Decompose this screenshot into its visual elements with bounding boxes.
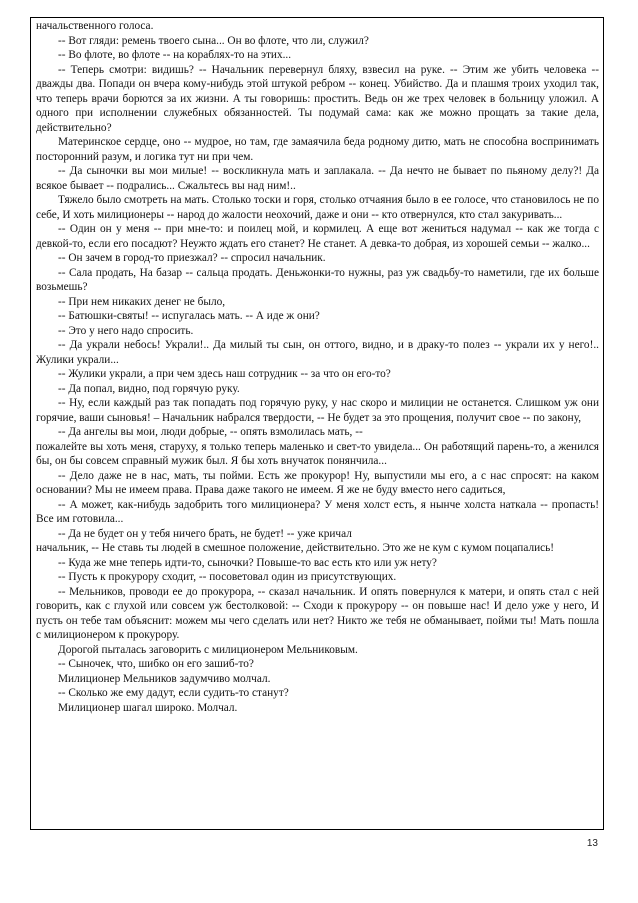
paragraph: -- Он зачем в город-то приезжал? -- спросил начальник.	[58, 252, 326, 264]
paragraph: -- Пусть к прокурору сходит, -- посоветовал один из присутствующих.	[58, 571, 397, 583]
paragraph: Тяжело было смотреть на мать. Столько тоски и горя, столько отчаяния было в ее голосе, что становилось не по себе, И хоть милиционеры -- народ до жалости неохочий, даже и они -- кто отвернулся, кто стал закуривать...	[36, 194, 599, 221]
paragraph: -- Вот гляди: ремень твоего сына... Он во флоте, что ли, служил?	[58, 34, 369, 47]
paragraph: -- Да не будет он у тебя ничего брать, не будет! -- уже кричал	[58, 527, 352, 540]
page-number: 13	[586, 838, 598, 849]
paragraph: -- Теперь смотри: видишь? -- Начальник перевернул бляху, взвесил на руке. -- Этим же убить человека -- дважды два. Попади он вчера кому-нибудь этой штукой ребром -- конец. Убийство. Да и плашмя троих уходил так, что теперь врачи борются за их жизни. А ты говоришь: простить. Ведь он же трех человек в больницу уложил. А одного при исполнении служебных обязанностей. Ты подумай сама: как же можно прощать за такие дела, действительно?	[36, 63, 599, 134]
paragraph: -- Куда же мне теперь идти-то, сыночки? Повыше-то вас есть кто или уж нету?	[58, 556, 437, 569]
paragraph: -- Сала продать, На базар -- сальца продать. Деньжонки-то нужны, раз уж свадьбу-то наметили, где их больше возьмешь?	[36, 266, 599, 293]
paragraph: -- Да украли небось! Украли!.. Да милый ты сын, он оттого, видно, и в драку-то полез -- украли их у него!.. Жулики украли...	[36, 339, 599, 366]
paragraph: -- Да попал, видно, под горячую руку.	[58, 382, 240, 395]
paragraph: начальственного голоса.	[36, 20, 154, 32]
paragraph: -- Сколько же ему дадут, если судить-то станут?	[58, 687, 289, 699]
paragraph: -- Ну, если каждый раз так попадать под горячую руку, у нас скоро и милиции не останется. Слишком уж они горячие, ваши сыновья! – Начальник набрался твердости, -- Не будет за это прощения, получит свое -- по закону,	[36, 397, 599, 424]
paragraph: -- А может, как-нибудь задобрить того милиционера? У меня холст есть, я нынче холста наткала -- пропасть! Все им готовила...	[36, 498, 599, 525]
paragraph: начальник, -- Не ставь ты людей в смешное положение, действительно. Это же не кум с кумом поцапались!	[36, 542, 555, 554]
paragraph: -- Да сыночки вы мои милые! -- воскликнула мать и заплакала. -- Да нечто не бывает по пьяному делу?! Да всякое бывает -- подрались... Сжальтесь вы над ним!..	[36, 165, 599, 192]
paragraph: -- При нем никаких денег не было,	[58, 295, 226, 308]
paragraph: Милиционер шагал широко. Молчал.	[58, 701, 238, 714]
paragraph: -- Жулики украли, а при чем здесь наш сотрудник -- за что он его-то?	[58, 368, 391, 380]
paragraph: -- Это у него надо спросить.	[58, 324, 194, 337]
paragraph: Милиционер Мельников задумчиво молчал.	[58, 672, 271, 685]
paragraph: пожалейте вы хоть меня, старуху, я только теперь маленько и свет-то увидела... Он работящий парень-то, а женился бы, он бы совсем справный мужик был. Я бы хоть внучаток понянчила...	[36, 440, 599, 467]
paragraph: -- Мельников, проводи ее до прокурора, -- сказал начальник. И опять повернулся к матери, и опять стал с ней говорить, как с глухой или совсем уж бестолковой: -- Сходи к прокурору -- он повыше нас! И дело уже у него, И пусть он тебе там объяснит: можем мы чего сделать или нет? Никто же тебя не обманывает, пойми ты! Мать пошла с милиционером к прокурору.	[36, 585, 599, 641]
paragraph: Материнское сердце, оно -- мудрое, но там, где замаячила беда родному дитю, мать не способна воспринимать посторонний разум, и логика тут ни при чем.	[36, 136, 599, 163]
paragraph: -- Во флоте, во флоте -- на кораблях-то на этих...	[58, 49, 292, 61]
paragraph: Дорогой пыталась заговорить с милиционером Мельниковым.	[58, 643, 358, 656]
document-body	[36, 19, 599, 715]
paragraph: -- Один он у меня -- при мне-то: и поилец мой, и кормилец. А еще вот жениться надумал -- как же тогда с девкой-то, если его посадют? Неужто ждать его станет? Не станет. А девка-то добрая, из хорошей семьи -- жалко...	[36, 223, 599, 250]
paragraph: -- Батюшки-святы! -- испугалась мать. -- А иде ж они?	[58, 310, 320, 322]
paragraph: -- Дело даже не в нас, мать, ты пойми. Есть же прокурор! Ну, выпустили мы его, а с нас спросят: на каком основании? Мы не имеем права. Права даже такого не имеем. Я же не буду вместо него садиться,	[36, 469, 599, 496]
paragraph: -- Да ангелы вы мои, люди добрые, -- опять взмолилась мать, --	[58, 426, 363, 438]
paragraph: -- Сыночек, что, шибко он его зашиб-то?	[58, 658, 254, 670]
